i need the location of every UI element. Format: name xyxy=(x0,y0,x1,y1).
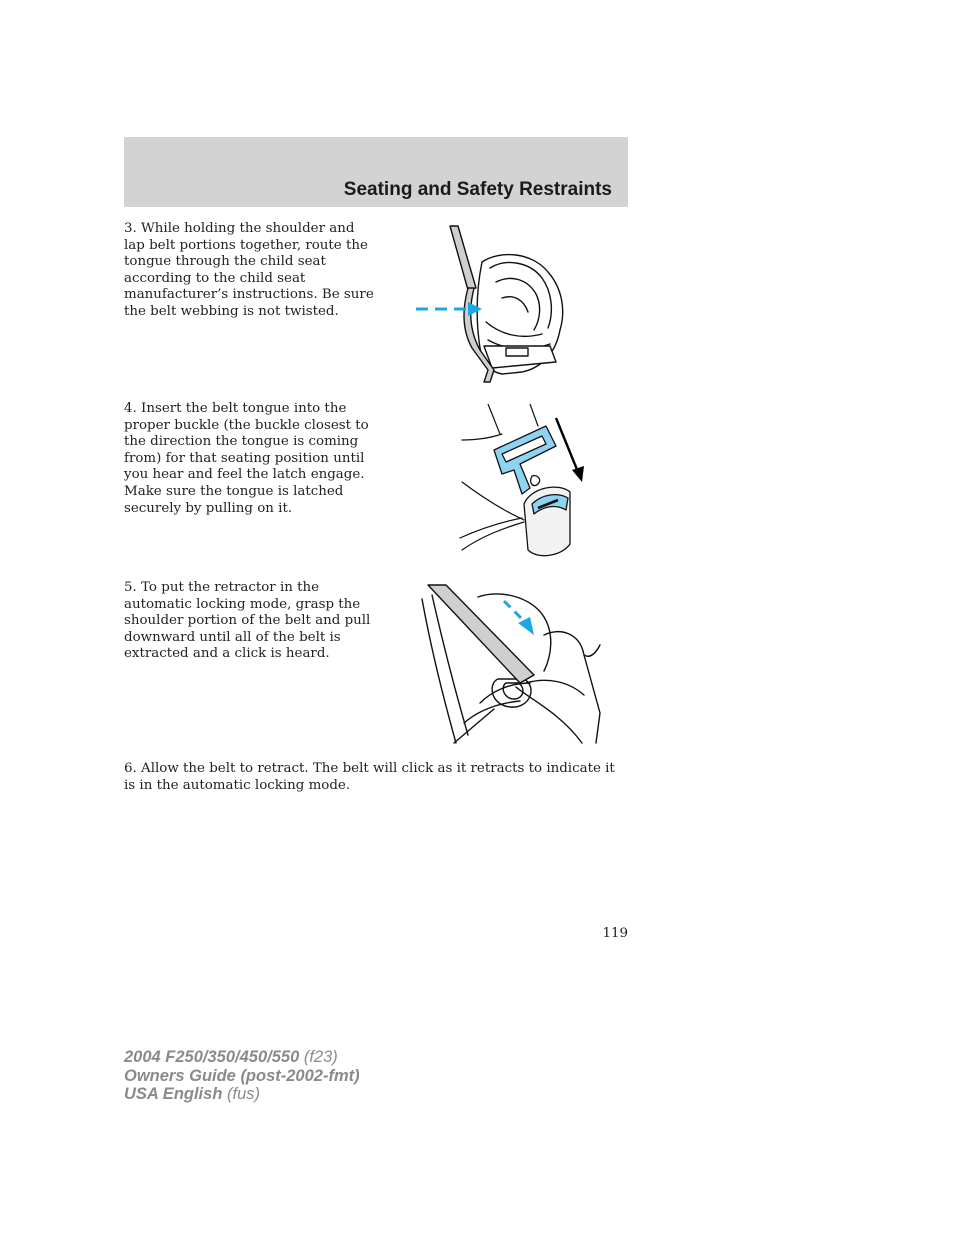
section-header xyxy=(124,137,628,207)
buckle-insertion-illustration xyxy=(458,404,588,564)
document-footer xyxy=(124,1048,360,1104)
step-4-text: 4. Insert the belt tongue into the proper buckle (the buckle closest to the direction the tongue is coming from) for that seating position until you hear and feel the latch engage. Make sure the tongue is latched securely by pulling on it. xyxy=(124,401,369,516)
footer-line-model: 2004 F250/350/450/550 (f23) xyxy=(124,1048,338,1066)
footer-line-guide: Owners Guide (post-2002-fmt) xyxy=(124,1066,360,1085)
section-title: Seating and Safety Restraints xyxy=(343,179,612,200)
shoulder-belt-pull-illustration xyxy=(420,583,605,745)
child-seat-belt-routing-illustration xyxy=(410,222,580,388)
step-5-text: 5. To put the retractor in the automatic locking mode, grasp the shoulder portion of the belt and pull downward until all of the belt is extracted and a click is heard. xyxy=(124,580,371,662)
footer-line-language: USA English (fus) xyxy=(124,1085,260,1103)
page-number: 119 xyxy=(602,926,628,941)
step-3-text: 3. While holding the shoulder and lap belt portions together, route the tongue through the child seat according to the child seat manufacturer’s instructions. Be sure the belt webbing is not twisted. xyxy=(124,221,374,319)
step-6-text: 6. Allow the belt to retract. The belt will click as it retracts to indicate it is in the automatic locking mode. xyxy=(124,761,615,793)
